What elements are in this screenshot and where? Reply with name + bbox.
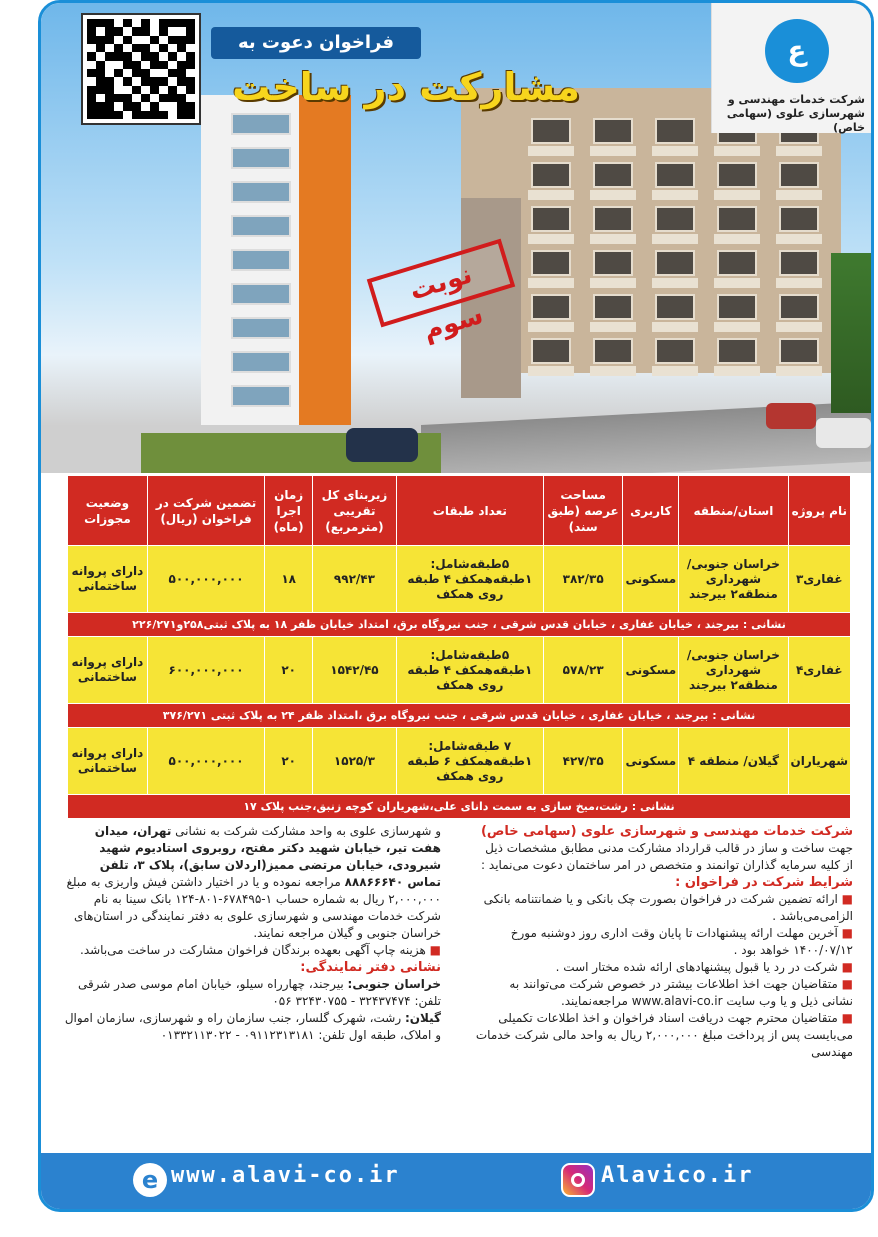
project-guarantee: ۵۰۰,۰۰۰,۰۰۰ bbox=[147, 546, 264, 613]
balcony bbox=[590, 278, 636, 288]
balcony bbox=[776, 234, 822, 244]
project-region: خراسان جنوبی/ شهرداری منطقه۲ بیرجند bbox=[679, 546, 788, 613]
building-window bbox=[593, 338, 633, 364]
table-header-row bbox=[68, 476, 851, 546]
col-header: استان/منطقه bbox=[679, 476, 788, 546]
cost-note: ■ هزینه چاپ آگهی بعهده برندگان فراخوان مشارکت در ساخت می‌باشد. bbox=[80, 943, 441, 957]
bullet-icon: ■ bbox=[837, 892, 853, 906]
project-name: غفاری۳ bbox=[788, 546, 850, 613]
project-address: نشانی : بیرجند ، خیابان غفاری ، خیابان قدس شرقی ، جنب نیروگاه برق ،امتداد ظفر ۲۴ به پلاک ثبتی ۳۷۶/۲۷۱ bbox=[68, 704, 851, 728]
balcony bbox=[652, 190, 698, 200]
browser-icon: e bbox=[133, 1163, 167, 1197]
condition-item: ■ متقاضیان محترم جهت دریافت اسناد فراخوان و اخذ اطلاعات تکمیلی می‌بایست پس از پرداخت مبلغ ۲,۰۰۰,۰۰۰ ریال به واحد مالی شرکت خدمات مهندسی bbox=[475, 1011, 853, 1059]
table-row bbox=[68, 546, 851, 613]
col-header: تضمین شرکت در فراخوان (ریال) bbox=[147, 476, 264, 546]
ad-frame bbox=[38, 0, 874, 1212]
project-built: ۱۵۴۲/۴۵ bbox=[313, 637, 397, 704]
balcony bbox=[776, 190, 822, 200]
balcony bbox=[528, 146, 574, 156]
body-left-column bbox=[63, 823, 441, 1044]
balcony bbox=[528, 190, 574, 200]
project-guarantee: ۶۰۰,۰۰۰,۰۰۰ bbox=[147, 637, 264, 704]
building-window bbox=[231, 249, 291, 271]
building-window bbox=[231, 147, 291, 169]
balcony bbox=[590, 146, 636, 156]
project-time: ۱۸ bbox=[265, 546, 313, 613]
building-window bbox=[593, 250, 633, 276]
building-window bbox=[231, 351, 291, 373]
offices-title: نشانی دفتر نمایندگی: bbox=[300, 960, 441, 975]
project-address: نشانی : رشت،میخ سازی به سمت دانای علی،شهریاران کوچه زنبق،جنب پلاک ۱۷ bbox=[68, 795, 851, 819]
building-window bbox=[779, 206, 819, 232]
balcony bbox=[590, 190, 636, 200]
balcony bbox=[776, 146, 822, 156]
building-window bbox=[779, 250, 819, 276]
building-window bbox=[717, 294, 757, 320]
building-left bbox=[201, 95, 351, 425]
palm-tree bbox=[831, 253, 871, 413]
balcony bbox=[652, 322, 698, 332]
building-window bbox=[231, 181, 291, 203]
col-header: تعداد طبقات bbox=[396, 476, 543, 546]
building-window bbox=[531, 294, 571, 320]
table-row bbox=[68, 728, 851, 795]
building-window bbox=[779, 338, 819, 364]
balcony bbox=[714, 322, 760, 332]
project-permit: دارای پروانه ساختمانی bbox=[68, 637, 148, 704]
col-header: کاربری bbox=[623, 476, 679, 546]
project-floors: ۵طبقه‌شامل: ۱طبقه‌همکف ۴ طبقه روی همکف bbox=[396, 637, 543, 704]
instagram-icon bbox=[561, 1163, 595, 1197]
building-window bbox=[593, 294, 633, 320]
projects-table bbox=[67, 475, 851, 819]
building-window bbox=[231, 215, 291, 237]
call-subtitle: فراخوان دعوت به bbox=[211, 27, 421, 59]
balcony bbox=[776, 366, 822, 376]
balcony bbox=[528, 366, 574, 376]
project-guarantee: ۵۰۰,۰۰۰,۰۰۰ bbox=[147, 728, 264, 795]
building-window bbox=[531, 162, 571, 188]
qr-code bbox=[81, 13, 201, 125]
office-gilan: گیلان: رشت، شهرک گلسار، جنب سازمان راه و شهرسازی، سازمان اموال و املاک، طبقه اول تلفن: ۰۹۱۱۲۳۱۳۱۸۱ - ۰۱۳۳۲۱۱۳۰۲۲ bbox=[64, 1011, 441, 1042]
car bbox=[346, 428, 418, 462]
bullet-icon: ■ bbox=[837, 960, 853, 974]
balcony bbox=[776, 322, 822, 332]
instagram-link[interactable]: Alavico.ir bbox=[601, 1163, 754, 1188]
company-logo-icon: ع bbox=[765, 19, 829, 83]
building-window bbox=[655, 206, 695, 232]
condition-item: ■ ارائه تضمین شرکت در فراخوان بصورت چک بانکی و یا ضمانتنامه بانکی الزامی‌می‌باشد . bbox=[483, 892, 853, 923]
project-name: غفاری۴ bbox=[788, 637, 850, 704]
condition-item: ■ آخرین مهلت ارائه پیشنهادات تا پایان وقت اداری روز دوشنبه مورخ ۱۴۰۰/۰۷/۱۲ خواهد بود . bbox=[510, 926, 853, 957]
balcony bbox=[714, 278, 760, 288]
balcony bbox=[590, 322, 636, 332]
col-header: مساحت عرصه (طبق سند) bbox=[543, 476, 623, 546]
project-time: ۲۰ bbox=[265, 728, 313, 795]
balcony bbox=[652, 278, 698, 288]
project-permit: دارای پروانه ساختمانی bbox=[68, 728, 148, 795]
website-link[interactable]: www.alavi-co.ir bbox=[171, 1163, 400, 1188]
project-built: ۹۹۲/۴۳ bbox=[313, 546, 397, 613]
project-name: شهریاران bbox=[788, 728, 850, 795]
balcony bbox=[652, 146, 698, 156]
building-window bbox=[655, 162, 695, 188]
building-window bbox=[531, 206, 571, 232]
building-window bbox=[593, 162, 633, 188]
bullet-icon: ■ bbox=[837, 926, 853, 940]
building-window bbox=[717, 206, 757, 232]
building-window bbox=[531, 250, 571, 276]
building-window bbox=[779, 162, 819, 188]
bullet-icon: ■ bbox=[837, 977, 853, 991]
office-south-khorasan: خراسان جنوبی: بیرجند، چهارراه سیلو، خیابان امام موسی صدر شرقی تلفن: ۳۲۴۳۷۴۷۴ - ۳۲۴۳۰۷۵۵ ۰۵۶ bbox=[77, 977, 441, 1008]
balcony bbox=[714, 234, 760, 244]
condition-item: ■ شرکت در رد یا قبول پیشنهادهای ارائه شده مختار است . bbox=[555, 960, 853, 974]
intro-text: جهت ساخت و ساز در قالب قرارداد مشارکت مدنی مطابق مشخصات ذیل از کلیه سرمایه گذاران توانمند و متخصص در امر ساختمان دعوت می‌نماید : bbox=[481, 841, 853, 872]
building-window bbox=[531, 338, 571, 364]
balcony bbox=[528, 234, 574, 244]
company-title: شرکت خدمات مهندسی و شهرسازی علوی (سهامی خاص) bbox=[480, 824, 853, 839]
building-window bbox=[655, 338, 695, 364]
project-area: ۳۸۲/۳۵ bbox=[543, 546, 623, 613]
project-time: ۲۰ bbox=[265, 637, 313, 704]
project-use: مسکونی bbox=[623, 637, 679, 704]
balcony bbox=[652, 234, 698, 244]
ad-body bbox=[63, 823, 853, 1153]
bullet-icon: ■ bbox=[425, 943, 441, 957]
table-address-row bbox=[68, 704, 851, 728]
project-address: نشانی : بیرجند ، خیابان غفاری ، خیابان قدس شرقی ، جنب نیروگاه برق، امتداد خیابان ظفر ۱۸ به پلاک ثبتی۲۵۸و۲۲۶/۲۷۱ bbox=[68, 613, 851, 637]
project-region: خراسان جنوبی/ شهرداری منطقه۲ بیرجند bbox=[679, 637, 788, 704]
building-window bbox=[231, 317, 291, 339]
conditions-title: شرایط شرکت در فراخوان : bbox=[675, 875, 853, 890]
table-address-row bbox=[68, 613, 851, 637]
building-window bbox=[231, 283, 291, 305]
car-white bbox=[816, 418, 871, 448]
company-logo-text: شرکت خدمات مهندسی و شهرسازی علوی (سهامی خاص) bbox=[726, 93, 865, 134]
condition-item: ■ متقاضیان جهت اخذ اطلاعات بیشتر در خصوص شرکت می‌توانند به نشانی ذیل و یا وب سایت www.alavi-co.ir مراجعه‌نمایند. bbox=[509, 977, 853, 1008]
project-floors: ۷ طبقه‌شامل: ۱طبقه‌همکف ۶ طبقه روی همکف bbox=[396, 728, 543, 795]
col-header: زمان اجرا (ماه) bbox=[265, 476, 313, 546]
project-area: ۵۷۸/۲۳ bbox=[543, 637, 623, 704]
building-window bbox=[717, 250, 757, 276]
balcony bbox=[776, 278, 822, 288]
col-header: وضعیت مجوزات bbox=[68, 476, 148, 546]
building-window bbox=[655, 118, 695, 144]
hero-image bbox=[41, 3, 871, 473]
body-right-column bbox=[475, 823, 853, 1061]
balcony bbox=[714, 190, 760, 200]
company-logo-box bbox=[711, 3, 871, 133]
project-use: مسکونی bbox=[623, 728, 679, 795]
col-header: نام پروژه bbox=[788, 476, 850, 546]
car-red bbox=[766, 403, 816, 429]
footer bbox=[41, 1153, 871, 1209]
balcony bbox=[652, 366, 698, 376]
hq-address: تهران، میدان هفت تیر، خیابان شهید دکتر مفتح، روبروی استادیوم شهید شیرودی، خیابان مرتضی ممیز(اردلان سابق)، پلاک ۳، تلفن تماس ۸۸۸۶۶۶۴۰ bbox=[94, 824, 441, 889]
table-address-row bbox=[68, 795, 851, 819]
project-region: گیلان/ منطقه ۴ bbox=[679, 728, 788, 795]
building-window bbox=[717, 338, 757, 364]
building-window bbox=[717, 162, 757, 188]
project-area: ۴۲۷/۳۵ bbox=[543, 728, 623, 795]
balcony bbox=[590, 234, 636, 244]
building-window bbox=[531, 118, 571, 144]
project-built: ۱۵۲۵/۳ bbox=[313, 728, 397, 795]
building-window bbox=[231, 113, 291, 135]
balcony bbox=[714, 146, 760, 156]
balcony bbox=[714, 366, 760, 376]
left-paragraph: و شهرسازی علوی به واحد مشارکت شرکت به نشانی تهران، میدان هفت تیر، خیابان شهید دکتر مفتح، روبروی استادیوم شهید شیرودی، خیابان مرتضی ممیز(اردلان سابق)، پلاک ۳، تلفن تماس ۸۸۸۶۶۶۴۰ مراجعه نموده و یا در اختیار داشتن فیش واریزی به مبلغ ۲,۰۰۰,۰۰۰ ریال به شماره حساب ۱-۶۷۸۴۹۵-۸۰۱-۱۲۴ بانک سینا به نام شرکت خدمات مهندسی و شهرسازی علوی به دفتر نمایندگی در استان‌های خراسان جنوبی و گیلان مراجعه نمایند. bbox=[66, 824, 441, 940]
building-window bbox=[779, 294, 819, 320]
col-header: زیربنای کل تقریبی (مترمربع) bbox=[313, 476, 397, 546]
balcony bbox=[528, 322, 574, 332]
balcony bbox=[590, 366, 636, 376]
table-row bbox=[68, 637, 851, 704]
bullet-icon: ■ bbox=[837, 1011, 853, 1025]
project-use: مسکونی bbox=[623, 546, 679, 613]
call-title: مشارکت در ساخت bbox=[232, 65, 580, 109]
project-permit: دارای پروانه ساختمانی bbox=[68, 546, 148, 613]
balcony bbox=[528, 278, 574, 288]
building-window bbox=[231, 385, 291, 407]
third-round-stamp: نوبت سوم bbox=[367, 239, 516, 328]
building-window bbox=[655, 250, 695, 276]
building-window bbox=[593, 206, 633, 232]
building-window bbox=[655, 294, 695, 320]
project-floors: ۵طبقه‌شامل: ۱طبقه‌همکف ۴ طبقه روی همکف bbox=[396, 546, 543, 613]
building-window bbox=[593, 118, 633, 144]
